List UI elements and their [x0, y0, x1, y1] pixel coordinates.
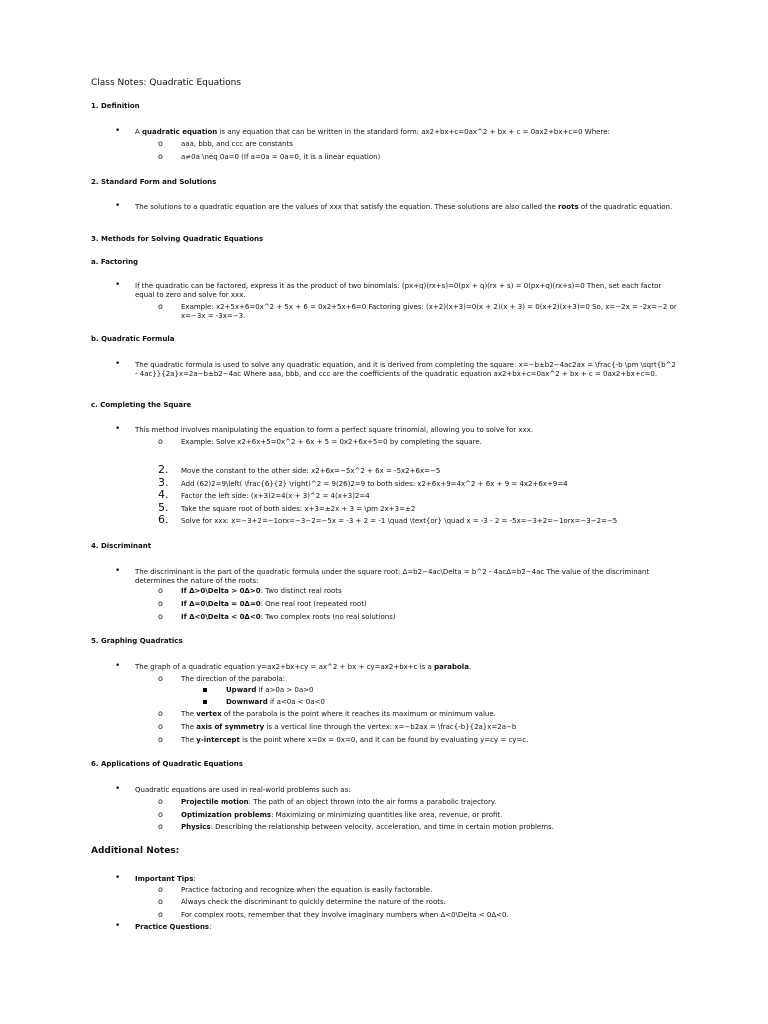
- circle-bullet-icon: o: [158, 586, 163, 595]
- graphing-paragraph: [135, 663, 680, 672]
- applications-paragraph: Quadratic equations are used in real-world problems such as:: [135, 786, 351, 794]
- term-parabola: parabola: [434, 663, 469, 671]
- case-text: : One real root (repeated root): [260, 600, 367, 608]
- direction-downward: [226, 698, 325, 707]
- circle-bullet-icon: o: [158, 735, 163, 744]
- document-title: Class Notes: Quadratic Equations: [91, 78, 242, 88]
- term-optimization-problems: Optimization problems: [181, 811, 272, 819]
- step-number: 2.: [158, 463, 169, 476]
- step-text: Take the square root of both sides: x+3=±2x + 3 = \pm 2x+3=±2: [181, 505, 416, 513]
- tip-item: Practice factoring and recognize when the equation is easily factorable.: [181, 886, 433, 894]
- term-upward: Upward: [226, 686, 257, 694]
- case-label: If Δ>0\Delta > 0Δ>0: [181, 587, 261, 595]
- square-bullet-icon: [203, 700, 207, 704]
- circle-bullet-icon: o: [158, 885, 163, 894]
- definition-sub-1: aaa, bbb, and ccc are constants: [181, 140, 293, 148]
- term-axis-of-symmetry: axis of symmetry: [196, 723, 265, 731]
- term-physics: Physics: [181, 823, 211, 831]
- term-roots: roots: [558, 203, 579, 211]
- heading-standard-form: 2. Standard Form and Solutions: [91, 178, 217, 186]
- circle-bullet-icon: o: [158, 722, 163, 731]
- circle-bullet-icon: o: [158, 709, 163, 718]
- bullet-icon: •: [115, 201, 121, 211]
- completing-square-paragraph: This method involves manipulating the equation to form a perfect square trinomial, allowing you to solve for xxx.: [135, 426, 534, 434]
- bullet-icon: •: [115, 126, 121, 136]
- text: :: [193, 875, 196, 883]
- text: if a<0a < 0a<0: [267, 698, 325, 706]
- text: The graph of a quadratic equation y=ax2+bx+cy = ax^2 + bx + cy=ax2+bx+c is a: [135, 663, 435, 671]
- heading-additional-notes: Additional Notes:: [91, 846, 180, 856]
- text: The: [181, 710, 197, 718]
- case-text: : Two complex roots (no real solutions): [260, 613, 396, 621]
- application-item: [181, 823, 681, 832]
- text: of the quadratic equation.: [578, 203, 673, 211]
- circle-bullet-icon: o: [158, 797, 163, 806]
- definition-sub-2: a≠0a \neq 0a=0 (If a=0a = 0a=0, it is a linear equation): [181, 153, 381, 161]
- circle-bullet-icon: o: [158, 302, 163, 311]
- tip-item: For complex roots, remember that they involve imaginary numbers when Δ<0\Delta < 0Δ<0.: [181, 911, 509, 919]
- text: The solutions to a quadratic equation are the values of xxx that satisfy the equation. These solutions are also called the: [135, 203, 559, 211]
- circle-bullet-icon: o: [158, 437, 163, 446]
- step-number: 3.: [158, 476, 169, 489]
- axis-of-symmetry-text: [181, 723, 681, 732]
- circle-bullet-icon: o: [158, 152, 163, 161]
- text: A: [135, 128, 143, 136]
- step-text: Move the constant to the other side: x2+6x=−5x^2 + 6x = -5x2+6x=−5: [181, 467, 441, 475]
- circle-bullet-icon: o: [158, 599, 163, 608]
- heading-discriminant: 4. Discriminant: [91, 542, 152, 550]
- bullet-icon: •: [115, 784, 121, 794]
- parabola-direction: The direction of the parabola:: [181, 675, 286, 683]
- step-number: 5.: [158, 501, 169, 514]
- term-projectile-motion: Projectile motion: [181, 798, 249, 806]
- square-bullet-icon: [203, 688, 207, 692]
- bullet-icon: •: [115, 661, 121, 671]
- bullet-icon: •: [115, 873, 121, 883]
- important-tips-label: [135, 875, 680, 884]
- discriminant-case: [181, 587, 681, 596]
- step-text: Add (62)2=9\left( \frac{6}{2} \right)^2 = 9(26)2=9 to both sides: x2+6x+9=4x^2 + 6x + 9 = 4x2+6x+9=4: [181, 480, 568, 488]
- definition-paragraph: [135, 128, 680, 137]
- heading-methods: 3. Methods for Solving Quadratic Equations: [91, 235, 264, 243]
- application-item: [181, 811, 681, 820]
- heading-applications: 6. Applications of Quadratic Equations: [91, 760, 243, 768]
- circle-bullet-icon: o: [158, 810, 163, 819]
- factoring-example: Example: x2+5x+6=0x^2 + 5x + 6 = 0x2+5x+6=0 Factoring gives: (x+2)(x+3)=0(x + 2)(x + 3) = 0(x+2)(x+3)=0 So, x=−2x = -2x=−2 or x=−3x = -3x=−3.: [181, 303, 677, 320]
- heading-factoring: a. Factoring: [91, 258, 139, 266]
- term-y-intercept: y-intercept: [196, 736, 240, 744]
- text: is the point where x=0x = 0x=0, and it can be found by evaluating y=cy = cy=c.: [239, 736, 529, 744]
- heading-quadratic-formula: b. Quadratic Formula: [91, 335, 175, 343]
- quadratic-formula-paragraph: The quadratic formula is used to solve any quadratic equation, and it is derived from completing the square: x=−b±b2−4ac2ax = \frac{-b \pm \sqrt{b^2 - 4ac}}{2a}x=2a−b±b2−4ac Where aaa, bbb, and ccc are the coefficients of the quadratic equation ax2+bx+c=0ax^2 + bx + c = 0ax2+bx+c=0.: [135, 361, 676, 378]
- circle-bullet-icon: o: [158, 612, 163, 621]
- text: : The path of an object thrown into the air forms a parabolic trajectory.: [248, 798, 497, 806]
- term-vertex: vertex: [196, 710, 222, 718]
- text: is any equation that can be written in the standard form: ax2+bx+c=0ax^2 + bx + c = 0ax2+bx+c=0 Where:: [217, 128, 610, 136]
- application-item: [181, 798, 681, 807]
- bullet-icon: •: [115, 921, 121, 931]
- case-label: If Δ<0\Delta < 0Δ<0: [181, 613, 261, 621]
- circle-bullet-icon: o: [158, 139, 163, 148]
- completing-square-example: Example: Solve x2+6x+5=0x^2 + 6x + 5 = 0x2+6x+5=0 by completing the square.: [181, 438, 482, 446]
- vertex-text: [181, 710, 681, 719]
- text: The: [181, 723, 197, 731]
- step-text: Factor the left side: (x+3)2=4(x + 3)^2 = 4(x+3)2=4: [181, 492, 370, 500]
- practice-questions-label: [135, 923, 680, 932]
- heading-graphing: 5. Graphing Quadratics: [91, 637, 183, 645]
- case-label: If Δ=0\Delta = 0Δ=0: [181, 600, 261, 608]
- discriminant-case: [181, 613, 681, 622]
- step-number: 4.: [158, 488, 169, 501]
- discriminant-paragraph: The discriminant is the part of the quadratic formula under the square root: Δ=b2−4ac\Delta = b^2 - 4acΔ=b2−4ac The value of the discriminant determines the nature of the roots:: [135, 568, 650, 585]
- discriminant-case: [181, 600, 681, 609]
- step-text: Solve for xxx: x=−3+2=−1orx=−3−2=−5x = -3 + 2 = -1 \quad \text{or} \quad x = -3 - 2 = -5x=−3+2=−1orx=−3−2=−5: [181, 517, 618, 525]
- text: if a>0a > 0a>0: [256, 686, 314, 694]
- text: : Maximizing or minimizing quantities like area, revenue, or profit.: [271, 811, 503, 819]
- term-downward: Downward: [226, 698, 268, 706]
- direction-upward: [226, 686, 314, 695]
- heading-completing-square: c. Completing the Square: [91, 401, 192, 409]
- bullet-icon: •: [115, 280, 121, 290]
- tip-item: Always check the discriminant to quickly determine the nature of the roots.: [181, 898, 446, 906]
- bullet-icon: •: [115, 359, 121, 369]
- circle-bullet-icon: o: [158, 822, 163, 831]
- circle-bullet-icon: o: [158, 897, 163, 906]
- heading-definition: 1. Definition: [91, 102, 140, 110]
- text: is a vertical line through the vertex: x=−b2ax = \frac{-b}{2a}x=2a−b: [264, 723, 517, 731]
- circle-bullet-icon: o: [158, 910, 163, 919]
- term-quadratic-equation: quadratic equation: [142, 128, 218, 136]
- term-practice-questions: Practice Questions: [135, 923, 210, 931]
- term-important-tips: Important Tips: [135, 875, 194, 883]
- y-intercept-text: [181, 736, 681, 745]
- text: The: [181, 736, 197, 744]
- bullet-icon: •: [115, 566, 121, 576]
- step-number: 6.: [158, 513, 169, 526]
- case-text: : Two distinct real roots: [260, 587, 342, 595]
- factoring-paragraph: If the quadratic can be factored, express it as the product of two binomials: (px+q)(rx+s)=0(px + q)(rx + s) = 0(px+q)(rx+s)=0 Then, set each factor equal to zero and solve for xxx.: [135, 282, 662, 299]
- standard-form-paragraph: [135, 203, 680, 212]
- text: of the parabola is the point where it reaches its maximum or minimum value.: [221, 710, 496, 718]
- circle-bullet-icon: o: [158, 674, 163, 683]
- text: : Describing the relationship between velocity, acceleration, and time in certain motion problems.: [210, 823, 554, 831]
- bullet-icon: •: [115, 424, 121, 434]
- text: .: [468, 663, 472, 671]
- text: :: [209, 923, 212, 931]
